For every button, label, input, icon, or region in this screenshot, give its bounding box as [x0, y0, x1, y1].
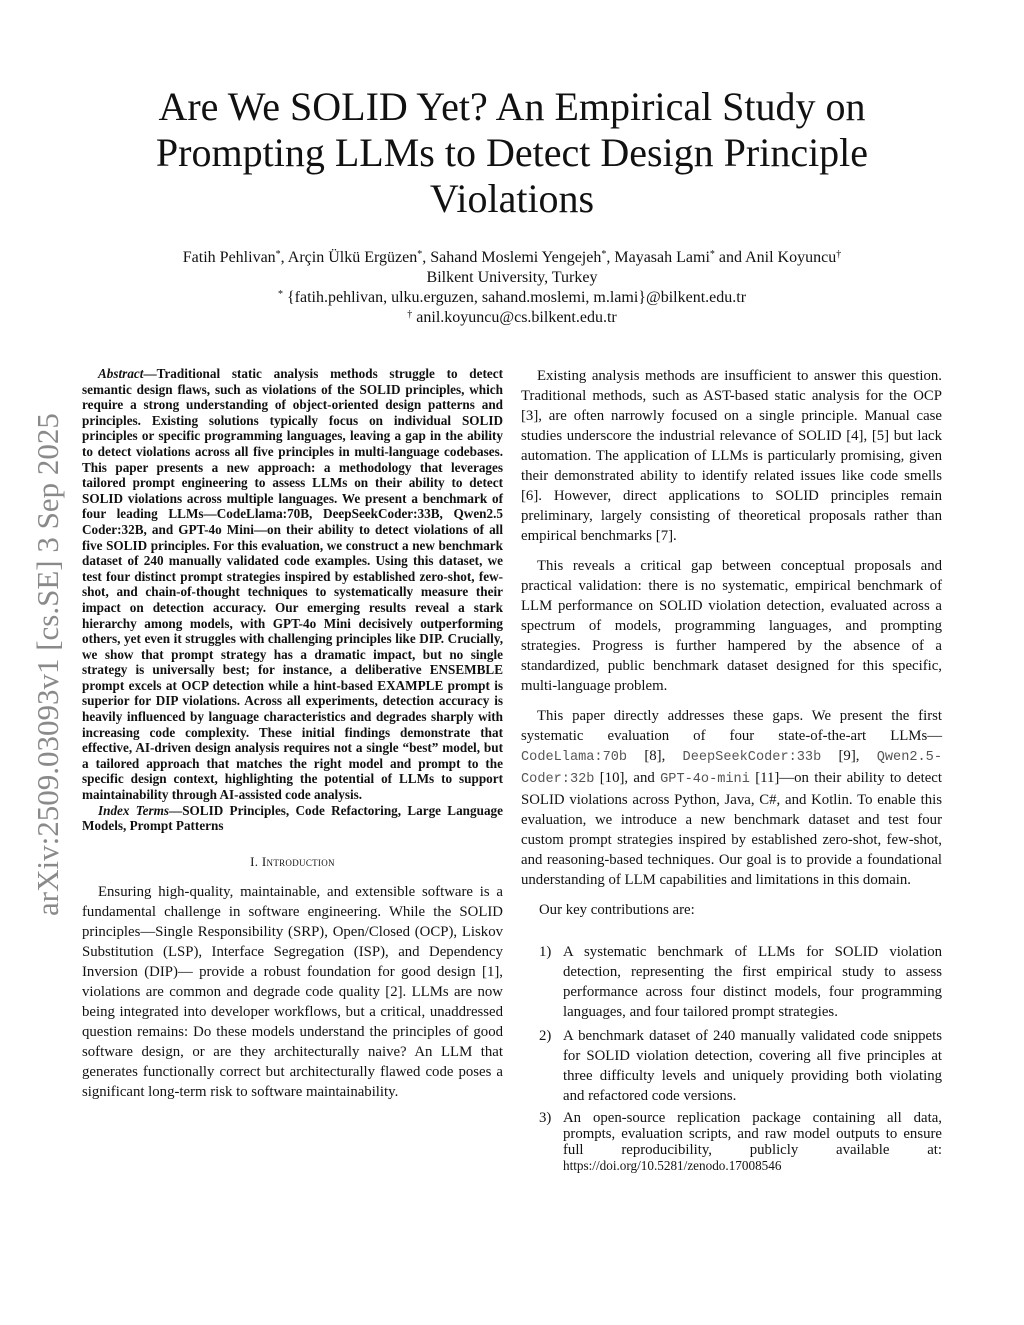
abstract: Abstract—Traditional static analysis methods struggle to detect semantic design flaws, such as violations of the SOLID principles, which require a strong understanding of object-oriented design patterns and principles. Existing solutions typically focus on individual SOLID principles or specific programming languages, leaving a gap in the ability to detect violations across all five principles in multi-language codebases. This paper presents a new approach: a methodology that leverages tailored prompt engineering to assess LLMs on their ability to detect SOLID violations across multiple languages. We present a benchmark of four leading LLMs—CodeLlama:70B, DeepSeekCoder:33B, Qwen2.5 Coder:32B, and GPT-4o Mini—on their ability to detect violations of all five SOLID principles. For this evaluation, we construct a new benchmark dataset of 240 manually validated code examples. Using this dataset, we test four distinct prompt strategies inspired by established zero-shot, few-shot, and chain-of-thought techniques to systematically measure their impact on detection accuracy. Our emerging results reveal a stark hierarchy among models, with GPT-4o Mini decisively outperforming others, yet even it struggles with challenging principles like DIP. Crucially, we show that prompt strategy has a dramatic impact, but no single strategy is universally best; for instance, a deliberative ENSEMBLE prompt excels at OCP detection while a hint-based EXAMPLE prompt is superior for DIP violations. Across all experiments, detection accuracy is heavily influenced by language characteristics and degrades sharply with increasing code complexity. These initial findings demonstrate that effective, AI-driven design analysis requires not a single “best” model, but a tailored approach that matches the right model and prompt to the specific design context, highlighting the potential of LLMs to support maintainability through AI-assisted code analysis.	[82, 366, 503, 803]
author-name: Anil Koyuncu	[745, 249, 837, 266]
model-name: GPT-4o-mini	[660, 772, 750, 787]
intro-paragraph-3: This reveals a critical gap between conceptual proposals and practical validation: there is no systematic, empirical benchmark of LLM performance on SOLID violation detection, evaluated across a spectrum of models, programming languages, and prompting strategies. Progress is further hampered by the absence of a standardized, public benchmark dataset designed for this specific, multi-language problem.	[521, 558, 942, 694]
intro-paragraph-2: Existing analysis methods are insufficient to answer this question. Traditional methods, such as AST-based static analysis for the OCP [3], are often narrowly focused on a single principle. Manual case studies underscore the industrial relevance of SOLID [4], [5] but lack automation. The application of LLMs is particularly promising, given their demonstrated ability to identify related issues like code smells [6]. However, direct applications to SOLID principles remain preliminary, largely consisting of theoretical proposals rather than empirical benchmarks [7].	[521, 368, 942, 544]
title-line-1: Are We SOLID Yet? An Empirical Study on	[158, 84, 866, 129]
author-block	[60, 248, 964, 328]
contributions-intro: Our key contributions are:	[539, 902, 695, 918]
left-column	[82, 366, 503, 1112]
affiliation: Bilkent University, Turkey	[426, 269, 598, 286]
contributions-list	[521, 942, 942, 1174]
intro-paragraph-4: This paper directly addresses these gaps. We present the first systematic evaluation of four state-of-the-art LLMs—CodeLlama:70b [8], DeepSeekCoder:33b [9], Qwen2.5-Coder:32b [10], and GPT-4o-mini [11]—on their ability to detect SOLID violations across Python, Java, C#, and Kotlin. To enable this evaluation, we introduce a new benchmark dataset and test four custom prompt strategies inspired by established zero-shot, few-shot, and reasoning-based techniques. Our goal is to provide a foundational understanding of LLM capabilities and limitations in this domain.	[521, 708, 942, 888]
model-name: DeepSeekCoder:33b	[682, 750, 822, 765]
index-terms-label: Index Terms	[98, 802, 170, 818]
abstract-body: Traditional static analysis methods struggle to detect semantic design flaws, such as violations of the SOLID principles, which require a strong understanding of object-oriented design patterns and principles. Existing solutions typically focus on individual SOLID principles or specific programming languages, leaving a gap in the ability to detect violations across all five principles in multi-language codebases. This paper presents a new approach: a methodology that leverages tailored prompt engineering to assess LLMs on their ability to detect SOLID violations across multiple languages. We present a benchmark of four leading LLMs—CodeLlama:70B, DeepSeekCoder:33B, Qwen2.5 Coder:32B, and GPT-4o Mini—on their ability to detect violations of all five SOLID principles. For this evaluation, we construct a new benchmark dataset of 240 manually validated code examples. Using this dataset, we test four distinct prompt strategies inspired by established zero-shot, few-shot, and chain-of-thought techniques to systematically measure their impact on detection accuracy. Our emerging results reveal a stark hierarchy among models, with GPT-4o Mini decisively outperforming others, yet even it struggles with challenging principles like DIP. Crucially, we show that prompt strategy has a dramatic impact, but no single strategy is universally best; for instance, a deliberative ENSEMBLE prompt excels at OCP detection while a hint-based EXAMPLE prompt is superior for DIP violations. Across all experiments, detection accuracy is heavily influenced by language characteristics and degrades sharply with increasing code complexity. These initial findings demonstrate that effective, AI-driven design analysis requires not a single “best” model, but a tailored approach that matches the right model and prompt to the specific design context, highlighting the potential of LLMs to support maintainability through AI-assisted code analysis.	[82, 366, 503, 803]
list-item: 3) An open-source replication package containing all data, prompts, evaluation scripts, and raw model outputs to ensure full reproducibility, publicly available at: https://doi.org/10.5281/zenodo.17008546	[539, 1110, 942, 1173]
section-heading: I. Introduction	[250, 853, 335, 869]
author-names: Fatih Pehlivan*, Arçin Ülkü Ergüzen*, Sahand Moslemi Yengejeh*, Mayasah Lami* and Anil Koyuncu†	[182, 249, 842, 266]
model-name: CodeLlama:70b	[521, 750, 628, 765]
zenodo-link[interactable]: https://doi.org/10.5281/zenodo.17008546	[563, 1158, 782, 1173]
email-line-1: * {fatih.pehlivan, ulku.erguzen, sahand.moslemi, m.lami}@bilkent.edu.tr	[277, 289, 747, 306]
title-line-2: Prompting LLMs to Detect Design Principle	[155, 130, 869, 175]
model-name: Qwen2.5-Coder:32b	[521, 750, 942, 787]
title-line-3: Violations	[429, 176, 595, 221]
list-item: 2) A benchmark dataset of 240 manually validated code snippets for SOLID violation detection, covering all five principles at three difficulty levels and uniquely providing both violating and refactored code versions.	[539, 1028, 942, 1104]
arxiv-identifier: arXiv:2509.03093v1 [cs.SE] 3 Sep 2025	[30, 413, 65, 917]
abstract-label: Abstract	[98, 366, 144, 381]
index-terms: Index Terms—SOLID Principles, Code Refactoring, Large Language Models, Prompt Patterns	[82, 802, 503, 834]
author-name: Arçin Ülkü Ergüzen	[287, 249, 418, 266]
author-name: Sahand Moslemi Yengejeh	[430, 249, 602, 266]
author-name: Mayasah Lami	[614, 249, 710, 266]
intro-paragraph-1: Ensuring high-quality, maintainable, and extensible software is a fundamental challenge in software engineering. While the SOLID principles—Single Responsibility (SRP), Open/Closed (OCP), Liskov Substitution (LSP), Interface Segregation (ISP), and Dependency Inversion (DIP)— provide a robust foundation for good design [1], violations are common and degrade code quality [2]. LLMs are now being integrated into developer workflows, but a critical, unaddressed question remains: Do these models understand the principles of good software design, or are they architecturally naive? An LLM that generates functionally correct but architecturally flawed code poses a significant long-term risk to software maintainability.	[82, 883, 503, 1100]
right-column	[521, 366, 942, 1178]
email-line-2: † anil.koyuncu@cs.bilkent.edu.tr	[407, 309, 617, 326]
author-name: Fatih Pehlivan	[182, 249, 276, 266]
paper-title	[100, 84, 924, 222]
list-item: 1) A systematic benchmark of LLMs for SOLID violation detection, representing the first empirical study to assess performance across four distinct models, four programming languages, and four tailored prompt strategies.	[539, 944, 942, 1020]
index-terms-body: SOLID Principles, Code Refactoring, Large Language Models, Prompt Patterns	[82, 802, 503, 834]
